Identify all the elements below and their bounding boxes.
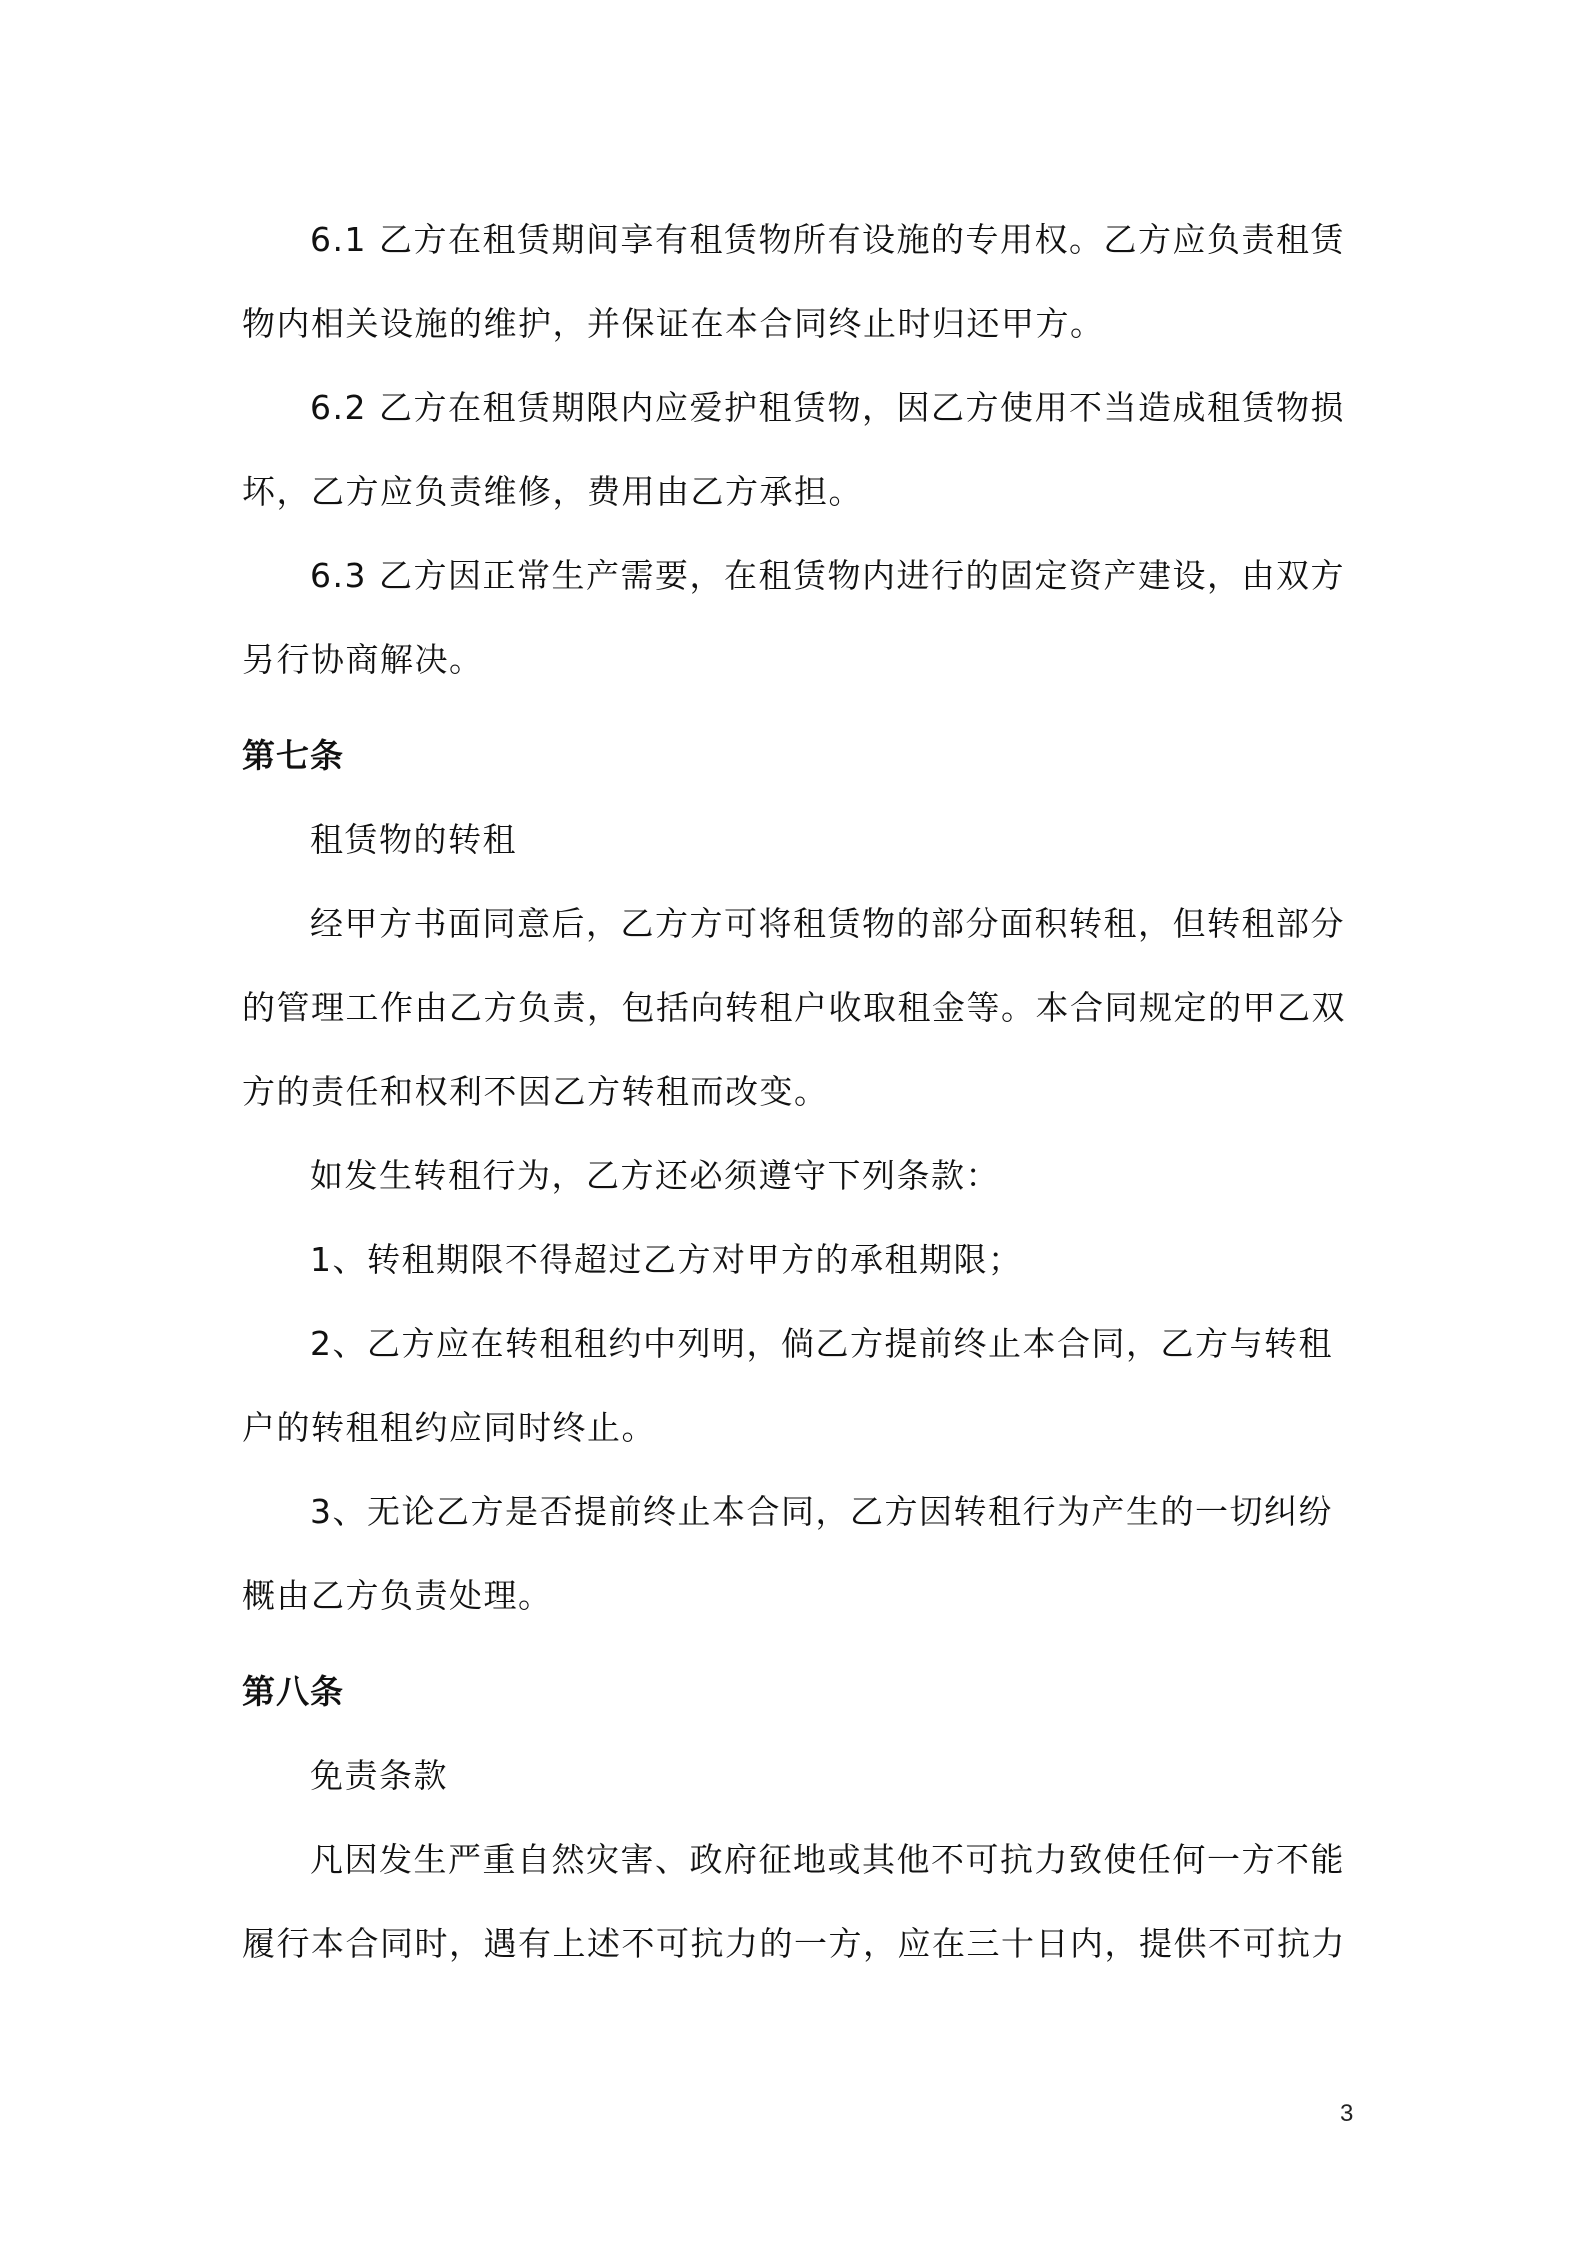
article-8-title: 免责条款 xyxy=(310,1756,448,1795)
article-7-body: 经甲方书面同意后，乙方方可将租赁物的部分面积转租，但转租部分的管理工作由乙方负责，包括向转租户收取租金等。本合同规定的甲乙双方的责任和权利不因乙方转租而改变。 xyxy=(242,904,1346,1111)
article-7-title: 租赁物的转租 xyxy=(310,820,517,859)
section-spacer xyxy=(242,702,1362,714)
document-body xyxy=(242,198,1362,1986)
clause-6-2: 6.2 乙方在租赁期限内应爱护租赁物，因乙方使用不当造成租赁物损坏，乙方应负责维修，费用由乙方承担。 xyxy=(242,388,1345,511)
article-7-item-1: 1、转租期限不得超过乙方对甲方的承租期限； xyxy=(310,1240,1023,1279)
section-spacer xyxy=(242,1638,1362,1650)
article-8-heading: 第八条 xyxy=(242,1672,344,1711)
article-7-intro: 如发生转租行为，乙方还必须遵守下列条款： xyxy=(310,1156,1000,1195)
page-number: 3 xyxy=(1340,2100,1354,2127)
article-7-item-2: 2、乙方应在转租租约中列明，倘乙方提前终止本合同，乙方与转租户的转租租约应同时终止。 xyxy=(242,1324,1333,1447)
clause-6-1: 6.1 乙方在租赁期间享有租赁物所有设施的专用权。乙方应负责租赁物内相关设施的维护，并保证在本合同终止时归还甲方。 xyxy=(242,220,1345,343)
article-7-heading: 第七条 xyxy=(242,736,344,775)
article-7-item-3: 3、无论乙方是否提前终止本合同，乙方因转租行为产生的一切纠纷概由乙方负责处理。 xyxy=(242,1492,1333,1615)
article-8-body: 凡因发生严重自然灾害、政府征地或其他不可抗力致使任何一方不能履行本合同时，遇有上述不可抗力的一方，应在三十日内，提供不可抗力 xyxy=(242,1840,1346,1963)
clause-6-3: 6.3 乙方因正常生产需要，在租赁物内进行的固定资产建设，由双方另行协商解决。 xyxy=(242,556,1345,679)
